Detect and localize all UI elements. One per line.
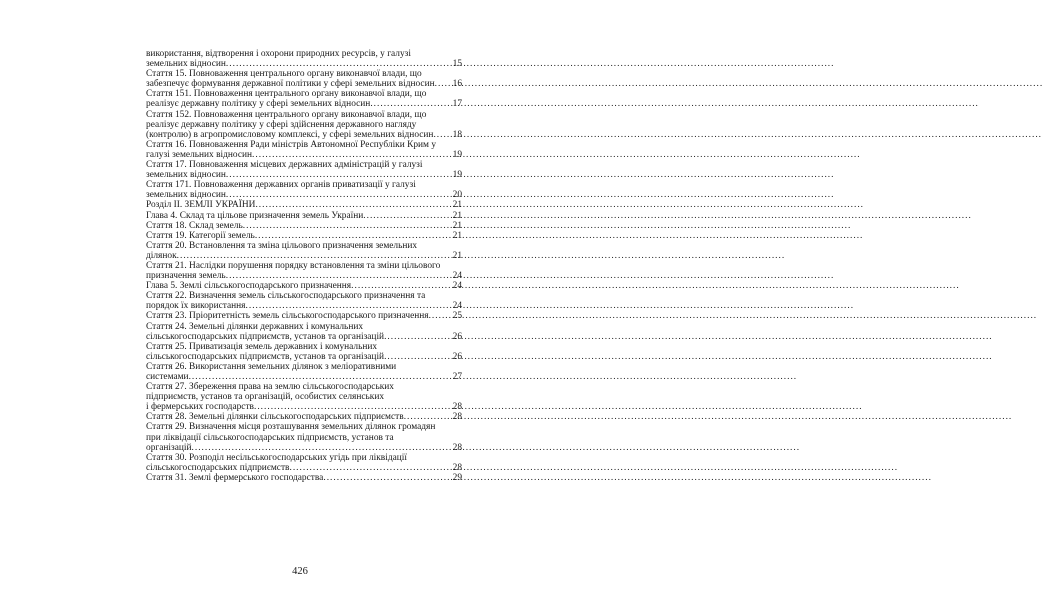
toc-entry-page: 26: [452, 351, 462, 362]
toc-entry-page: 25: [452, 311, 462, 322]
toc-entry-page: 28: [452, 412, 462, 423]
dot-leader: [243, 221, 448, 231]
toc-entry-line: галузі земельних відносин: [146, 149, 253, 160]
toc-entry[interactable]: [146, 69, 462, 89]
toc-entry-line: (контролю) в агропромисловому комплексі, у сфері земельних відносин: [146, 129, 434, 140]
toc-entry-line: Стаття 151. Повноваження центрального органу виконавчої влади, що: [146, 89, 427, 100]
toc-entry-line: Стаття 152. Повноваження центрального органу виконавчої влади, що: [146, 109, 427, 120]
toc-entry-line: і фермерських господарств: [146, 402, 254, 413]
toc-entry-line: Стаття 15. Повноваження центрального органу виконавчої влади, що: [146, 69, 422, 80]
toc-entry[interactable]: [146, 382, 462, 412]
toc-entry[interactable]: [146, 453, 462, 473]
dot-leader: [252, 150, 448, 160]
toc-entry[interactable]: [146, 89, 462, 109]
dot-leader: [384, 352, 448, 362]
toc-entry[interactable]: [146, 281, 462, 291]
toc-entry[interactable]: [146, 241, 462, 261]
toc-entry-line: підприємств, установ та організацій, особистих селянських: [146, 392, 385, 403]
page-number: 426: [292, 566, 308, 577]
dot-leader: [246, 301, 449, 311]
dot-leader: [404, 412, 448, 422]
dot-leader: [370, 99, 448, 109]
toc-entry-line: Стаття 27. Збереження права на землю сільськогосподарських: [146, 382, 394, 393]
toc-entry-line: забезпечує формування державної політики у сфері земельних відносин: [146, 79, 435, 90]
toc-entry[interactable]: [146, 342, 462, 362]
toc-entry-line: сільськогосподарських підприємств, установ та організацій: [146, 351, 385, 362]
toc-entry[interactable]: [146, 412, 462, 422]
toc-entry[interactable]: [146, 49, 462, 69]
dot-leader: [255, 200, 448, 210]
toc-entry[interactable]: [146, 231, 462, 241]
toc-entry-page: 24: [452, 301, 462, 312]
toc-entry-line: Стаття 29. Визначення місця розташування земельних ділянок громадян: [146, 422, 436, 433]
toc-entry-page: 15: [452, 59, 462, 70]
toc-entry[interactable]: [146, 322, 462, 342]
toc-entry[interactable]: [146, 473, 462, 483]
toc-entry-page: 21: [452, 230, 462, 241]
toc-entry-page: 24: [452, 281, 462, 292]
toc-entry-page: 26: [452, 331, 462, 342]
toc-entry[interactable]: [146, 110, 462, 140]
toc-entry-page: 16: [452, 79, 462, 90]
dot-leader: [323, 473, 448, 483]
toc-entry-page: 21: [452, 220, 462, 231]
toc-entry-line: Розділ II. ЗЕМЛІ УКРАЇНИ: [146, 200, 256, 211]
toc-entry-line: земельних відносин: [146, 170, 226, 181]
dot-leader: [226, 190, 448, 200]
toc-entry-line: земельних відносин: [146, 190, 226, 201]
dot-leader: [189, 372, 448, 382]
toc-entry-line: Стаття 26. Використання земельних ділянок з меліоративними: [146, 361, 397, 372]
toc-entry-page: 28: [452, 462, 462, 473]
toc-entry-line: Стаття 21. Наслідки порушення порядку встановлення та зміни цільового: [146, 260, 441, 271]
toc-entry-line: Стаття 19. Категорії земель: [146, 230, 255, 241]
toc-entry[interactable]: [146, 211, 462, 221]
dot-leader: [192, 443, 448, 453]
toc-entry-line: земельних відносин: [146, 59, 226, 70]
toc-entry-line: Стаття 24. Земельні ділянки державних і комунальних: [146, 321, 364, 332]
toc-entry-line: Глава 4. Склад та цільове призначення земель України: [146, 210, 364, 221]
dot-leader: [226, 170, 448, 180]
dot-leader: [351, 281, 448, 291]
toc-entry[interactable]: [146, 140, 462, 160]
toc-entry-page: 28: [452, 442, 462, 453]
toc-entry[interactable]: [146, 422, 462, 452]
toc-entry-line: Стаття 17. Повноваження місцевих державних адміністрацій у галузі: [146, 160, 423, 171]
toc-entry-line: призначення земель: [146, 271, 226, 282]
toc-entry[interactable]: [146, 291, 462, 311]
toc-entry-page: 17: [452, 99, 462, 110]
toc-entry-page: 19: [452, 170, 462, 181]
toc-entry-line: сільськогосподарських підприємств, установ та організацій: [146, 331, 385, 342]
toc-entry-page: 27: [452, 372, 462, 382]
dot-leader: [255, 231, 448, 241]
toc-entry-line: Стаття 31. Землі фермерського господарства: [146, 472, 324, 483]
toc-entry-line: системами: [146, 372, 189, 382]
toc-entry[interactable]: [146, 311, 462, 321]
toc-entry-line: Стаття 23. Пріоритетність земель сільськогосподарського призначення: [146, 311, 429, 322]
toc-entry-line: організацій: [146, 442, 192, 453]
dot-leader: [226, 59, 448, 69]
toc-entry-page: 18: [452, 129, 462, 140]
toc-entry-page: 21: [452, 210, 462, 221]
dot-leader: [435, 79, 448, 89]
toc-entry-line: Стаття 22. Визначення земель сільськогосподарського призначення та: [146, 291, 426, 302]
toc-entry-line: Стаття 171. Повноваження державних органів приватизації у галузі: [146, 180, 416, 191]
dot-leader: [226, 271, 448, 281]
toc-entry[interactable]: [146, 221, 462, 231]
toc-entry-line: Стаття 20. Встановлення та зміна цільового призначення земельних: [146, 240, 418, 251]
toc-entry-line: порядок їх використання: [146, 301, 246, 312]
toc-entry-line: Стаття 30. Розподіл несільськогосподарських угідь при ліквідації: [146, 452, 407, 463]
dot-leader: [384, 332, 448, 342]
toc-entry-line: при ліквідації сільськогосподарських підприємств, установ та: [146, 432, 394, 443]
dot-leader: [177, 251, 448, 261]
dot-leader: [363, 211, 448, 221]
dot-leader: [429, 311, 448, 321]
toc-entry-line: сільськогосподарських підприємств: [146, 462, 290, 473]
toc-entry-page: 24: [452, 271, 462, 282]
toc-entry-line: ділянок: [146, 250, 177, 261]
toc-entry-page: 21: [452, 250, 462, 261]
toc-entry-line: реалізує державну політику у сфері земельних відносин: [146, 99, 371, 110]
toc-entry[interactable]: [146, 261, 462, 281]
table-of-contents: [146, 49, 462, 483]
toc-entry-page: 21: [452, 200, 462, 211]
toc-entry-page: 29: [452, 472, 462, 483]
toc-entry[interactable]: [146, 200, 462, 210]
toc-entry[interactable]: [146, 180, 462, 200]
toc-entry-page: 19: [452, 149, 462, 160]
toc-entry-line: Глава 5. Землі сільськогосподарського призначення: [146, 281, 352, 292]
dot-leader: [433, 130, 448, 140]
toc-entry[interactable]: [146, 362, 462, 382]
toc-entry-line: використання, відтворення і охорони природних ресурсів, у галузі: [146, 49, 411, 59]
toc-entry-page: 20: [452, 190, 462, 201]
toc-entry-line: Стаття 16. Повноваження Ради міністрів Автономної Республіки Крим у: [146, 139, 437, 150]
toc-entry[interactable]: [146, 160, 462, 180]
toc-entry-page: 28: [452, 402, 462, 413]
toc-entry-line: Стаття 25. Приватизація земель державних і комунальних: [146, 341, 378, 352]
dot-leader: [254, 402, 448, 412]
toc-entry-line: реалізує державну політику у сфері здійснення державного нагляду: [146, 119, 417, 130]
dot-leader: [289, 463, 448, 473]
toc-entry-line: Стаття 18. Склад земель: [146, 220, 243, 231]
toc-entry-line: Стаття 28. Земельні ділянки сільськогосподарських підприємств: [146, 412, 404, 423]
